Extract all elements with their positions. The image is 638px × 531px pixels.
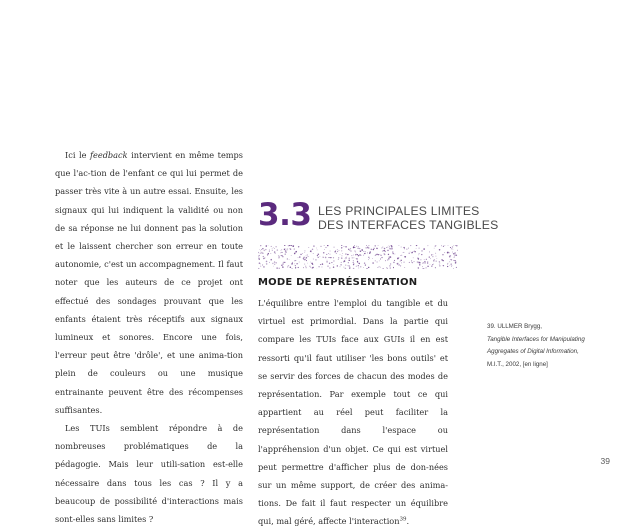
section-title-line: LES PRINCIPALES LIMITES	[318, 204, 518, 218]
paragraph-tuis: Les TUIs semblent répondre à de nombreuses problématiques de la pédagogie. Mais leur utili-sation est-elle nécessaire dans tous les cas ? Il y a beaucoup de possibilité d'interactions mais sont-elles sans limites ?	[55, 419, 243, 528]
section-title	[318, 204, 518, 232]
footnote	[487, 321, 612, 371]
footnote-title: Tangible Interfaces for Manipulating Aggregates of Digital Information,	[487, 334, 612, 359]
footnote-author: 39. ULLMER Brygg,	[487, 321, 612, 334]
paragraph-feedback	[55, 146, 243, 419]
italic-term: feedback	[90, 150, 128, 160]
footnote-source: M.I.T., 2002, [en ligne]	[487, 359, 612, 372]
paragraph-text: Ici le	[65, 150, 90, 160]
paragraph-text: intervient en même temps que l'ac-tion de l'enfant ce qui lui permet de passer très vite à un autre essai. Ensuite, les signaux qui lui indiquent la validité ou non de sa réponse ne lui donnent pas la solution et le laissent chercher son erreur en toute autonomie, c'est un accompagnement. Il faut noter que les auteurs de ce projet ont effectué des sondages prouvant que les enfants étaient très réceptifs aux signaux lumineux et sonores. Encore une fois, l'erreur peut être 'drôle', et une anima-tion plein de couleurs ou une musique entrainante peuvent être des récompenses suffisantes.	[55, 150, 243, 415]
section-number: 3.3	[258, 198, 311, 232]
paragraph-representation	[258, 294, 448, 531]
decorative-dot-band	[258, 245, 458, 269]
subheading: MODE DE REPRÉSENTATION	[258, 276, 417, 290]
paragraph-text: L'équilibre entre l'emploi du tangible et du virtuel est primordial. Dans la partie qui compare les TUIs face aux GUIs il en est ressorti qu'il faut utiliser 'les bons outils' et se servir des forces de chacun des modes de représentation. Par exemple tout ce qui appartient au réel peut faciliter la représentation dans l'espace ou l'appréhension d'un objet. Ce qui est virtuel peut permettre d'afficher plus de don-nées sur un même support, de créer des anima-tions. De fait il faut respecter un équilibre qui, mal géré, affecte l'interaction	[258, 298, 448, 526]
section-title-line: DES INTERFACES TANGIBLES	[318, 218, 518, 232]
page-number: 39	[601, 456, 610, 466]
paragraph-end: .	[407, 516, 410, 526]
main-text-column	[258, 294, 448, 531]
footnote-reference: 39	[400, 517, 407, 523]
left-text-column	[55, 146, 243, 528]
